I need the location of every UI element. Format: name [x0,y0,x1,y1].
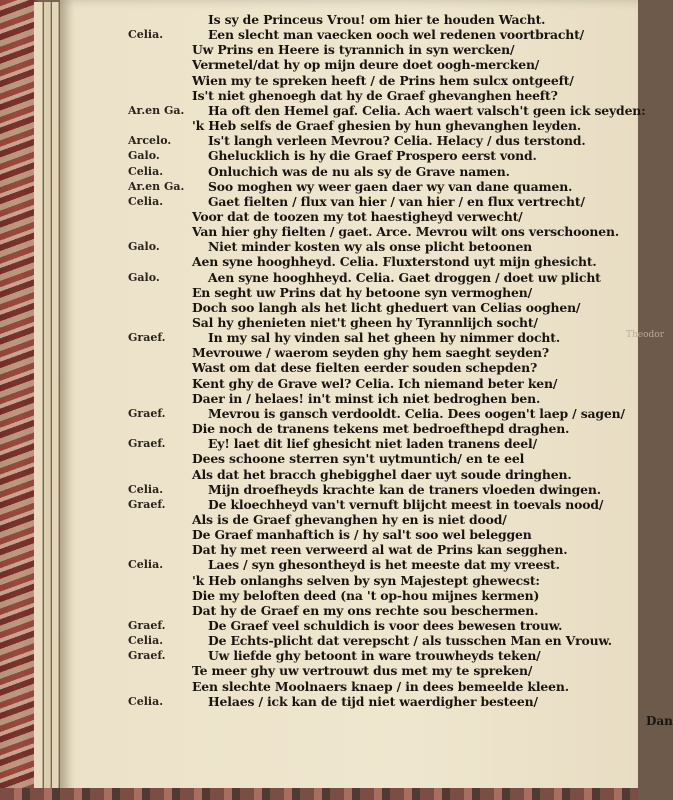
verse-line: Die noch de tranens tekens met bedroefthepd draghen. [192,421,570,437]
verse-line: De kloechheyd van't vernuft blijcht meest in toevals nood/ [208,496,604,512]
verse-line: Niet minder kosten wy als onse plicht betoonen [208,239,533,255]
verse-line: In my sal hy vinden sal het gheen hy nimmer docht. [208,330,560,346]
speaker-name: Celia. [128,164,164,178]
verse-line: Van hier ghy fielten / gaet. Arce. Mevrou wilt ons verschoonen. [192,224,619,240]
verse-line: Doch soo langh als het licht gheduert van Celias ooghen/ [192,299,581,315]
verse-line: Die my beloften deed (na 't op-hou mijnes kermen) [192,587,540,603]
verse-line: Vermetel/dat hy op mijn deure doet oogh-mercken/ [192,57,540,73]
verse-line: De Graef veel schuldich is voor dees bewesen trouw. [208,618,563,633]
page-edge [44,2,51,798]
speaker-name: Ar.en Ga. [128,103,185,117]
verse-line: Kent ghy de Grave wel? Celia. Ich niemand beter ken/ [192,375,558,391]
verse-line: Mevrouwe / waerom seyden ghy hem saeght seyden? [192,345,549,361]
verse-line: 'k Heb onlanghs selven by syn Majestept ghewecst: [192,572,540,588]
verse-line: En seght uw Prins dat hy betoone syn vermoghen/ [192,284,532,300]
verse-line: Is sy de Princeus Vrou! om hier te houden Wacht. [208,12,546,27]
speaker-name: Galo. [128,240,160,254]
verse-line: Gaet fielten / flux van hier / van hier / en flux vertrecht/ [208,193,585,209]
speaker-name: Arcelo. [128,134,172,148]
verse-line: Sal hy ghenieten niet't gheen hy Tyrannlijch socht/ [192,315,538,330]
verse-line: Een slecht man vaecken ooch wel redenen voortbracht/ [208,27,585,43]
faint-margin-note: Theodor [626,330,665,340]
speaker-name: Graef. [128,649,166,663]
verse-line: Voor dat de toozen my tot haestigheyd verwecht/ [192,208,523,224]
verse-line: Wast om dat dese fielten eerder souden schepden? [192,360,538,376]
verse-line: Mijn droefheyds krachte kan de traners vloeden dwingen. [208,481,601,497]
marbled-cover [0,0,34,800]
verse-line: Is't langh verleen Mevrou? Celia. Helacy / dus terstond. [208,133,586,149]
speaker-name: Graef. [128,497,166,511]
verse-line: Ghelucklich is hy die Graef Prospero eerst vond. [208,148,537,164]
verse-line: De Echts-plicht dat verepscht / als tusschen Man en Vrouw. [208,633,612,649]
verse-line: Aen syne hooghheyd. Celia. Gaet droggen / doet uw plicht [208,269,601,285]
page-edge [34,2,43,798]
verse-line: De Graef manhaftich is / hy sal't soo wel beleggen [192,527,532,543]
page-edge [52,2,59,798]
verse-line: Helaes / ick kan de tijd niet waerdigher besteen/ [208,693,538,709]
speaker-name: Graef. [128,619,166,632]
book-page [60,0,673,800]
verse-line: Uw liefde ghy betoont in ware trouwheyds teken/ [208,648,541,664]
verse-line: Mevrou is gansch verdooldt. Celia. Dees oogen't laep / sagen/ [208,405,625,421]
catchword: Dan [646,714,673,728]
speaker-name: Celia. [128,28,164,42]
verse-line: Laes / syn ghesontheyd is het meeste dat my vreest. [208,557,560,573]
verse-line: Dees schoone sterren syn't uytmuntich/ en te eel [192,451,525,467]
verse-line: Is't niet ghenoegh dat hy de Graef ghevanghen heeft? [192,87,558,103]
verse-line: Daer in / helaes! in't minst ich niet bedroghen ben. [192,390,541,406]
verse-line: Soo moghen wy weer gaen daer wy van dane quamen. [208,178,573,194]
speaker-name: Graef. [128,331,166,345]
verse-line: Als dat het bracch ghebigghel daer uyt soude dringhen. [192,466,572,482]
verse-line: Dat hy met reen verweerd al wat de Prins kan segghen. [192,542,568,558]
verse-line: Ha oft den Hemel gaf. Celia. Ach waert valsch't geen ick seyden: [208,102,646,118]
verse-line: Wien my te spreken heeft / de Prins hem sulcx ontgeeft/ [192,72,574,88]
speaker-name: Celia. [128,194,164,208]
speaker-name: Graef. [128,437,166,451]
speaker-name: Celia. [128,694,164,708]
verse-line: 'k Heb selfs de Graef ghesien by hun ghevanghen leyden. [192,118,582,134]
verse-line: Een slechte Moolnaers knaep / in dees bemeelde kleen. [192,678,569,694]
speaker-name: Ar.en Ga. [128,179,185,193]
verse-line: Uw Prins en Heere is tyrannich in syn wercken/ [192,42,515,58]
verse-line: Dat hy de Graef en my ons rechte sou beschermen. [192,602,539,618]
verse-line: Onluchich was de nu als sy de Grave namen. [208,163,510,179]
verse-line: Aen syne hooghheyd. Celia. Fluxterstond uyt mijn ghesicht. [192,254,597,270]
verse-line: Ey! laet dit lief ghesicht niet laden tranens deel/ [208,436,537,452]
speaker-name: Galo. [128,270,160,284]
speaker-name: Graef. [128,406,166,420]
speaker-name: Galo. [128,149,160,163]
verse-line: Te meer ghy uw vertrouwt dus met my te spreken/ [192,663,533,679]
speaker-name: Celia. [128,482,164,496]
speaker-name: Celia. [128,634,164,648]
bottom-edge [0,788,638,800]
speaker-name: Celia. [128,558,164,572]
verse-line: Als is de Graef ghevanghen hy en is niet dood/ [192,511,507,527]
